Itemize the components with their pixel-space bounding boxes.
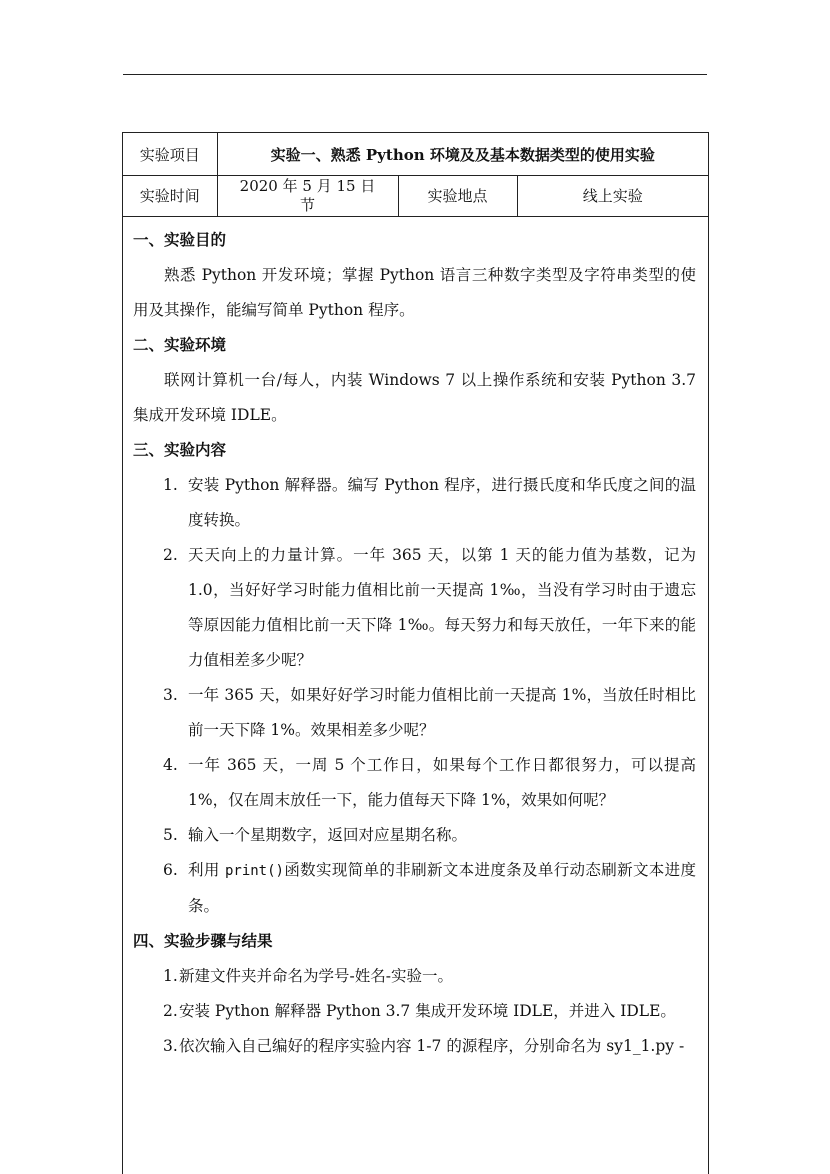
list-item: 3. 依次输入自己编好的程序实验内容 1-7 的源程序，分别命名为 sy1_1.py - (163, 1037, 685, 1055)
report-body (123, 217, 708, 1064)
list-item: 3. 一年 365 天，如果好好学习时能力值相比前一天提高 1%，当放任时相比前一天下降 1%。效果相差多少呢？ (163, 686, 696, 739)
document-frame (122, 132, 709, 1174)
environment-heading: 二、实验环境 (133, 336, 227, 354)
list-item: 1. 新建文件夹并命名为学号-姓名-实验一。 (163, 967, 453, 985)
project-title: 实验一、熟悉 Python 环境及及基本数据类型的使用实验 (217, 133, 708, 176)
steps-list (133, 959, 696, 1064)
purpose-heading: 一、实验目的 (133, 231, 227, 249)
list-item: 1. 安装 Python 解释器。编写 Python 程序，进行摄氏度和华氏度之间的温度转换。 (163, 476, 696, 529)
list-item: 5. 输入一个星期数字，返回对应星期名称。 (163, 826, 468, 844)
time-label: 实验时间 (123, 176, 217, 217)
list-item: 6. 利用 print()函数实现简单的非刷新文本进度条及单行动态刷新文本进度条。 (163, 861, 696, 915)
print-code: print() (224, 863, 284, 879)
steps-heading: 四、实验步骤与结果 (133, 932, 273, 950)
content-heading: 三、实验内容 (133, 441, 227, 459)
experiment-info-table (123, 132, 708, 217)
list-item: 2. 安装 Python 解释器 Python 3.7 集成开发环境 IDLE，并进入 IDLE。 (163, 1002, 676, 1020)
purpose-text: 熟悉 Python 开发环境；掌握 Python 语言三种数字类型及字符串类型的使用及其操作，能编写简单 Python 程序。 (133, 266, 696, 319)
header-rule (123, 74, 707, 75)
list-item: 4. 一年 365 天，一周 5 个工作日，如果每个工作日都很努力，可以提高 1%，仅在周末放任一下，能力值每天下降 1%，效果如何呢？ (163, 756, 696, 809)
time-date: 2020 年 5 月 15 日 (239, 177, 376, 195)
list-item: 2. 天天向上的力量计算。一年 365 天，以第 1 天的能力值为基数，记为 1.0，当好好学习时能力值相比前一天提高 1‰，当没有学习时由于遗忘等原因能力值相比前一天下降 1‰。每天努力和每天放任，一年下来的能力值相差多少呢？ (163, 546, 696, 669)
environment-text: 联网计算机一台/每人，内装 Windows 7 以上操作系统和安装 Python 3.7 集成开发环境 IDLE。 (133, 371, 696, 424)
content-list (133, 468, 696, 924)
location-label: 实验地点 (398, 176, 517, 217)
location-value: 线上实验 (517, 176, 708, 217)
time-period: 节 (299, 196, 315, 214)
project-label: 实验项目 (123, 133, 217, 176)
time-value (217, 176, 398, 217)
